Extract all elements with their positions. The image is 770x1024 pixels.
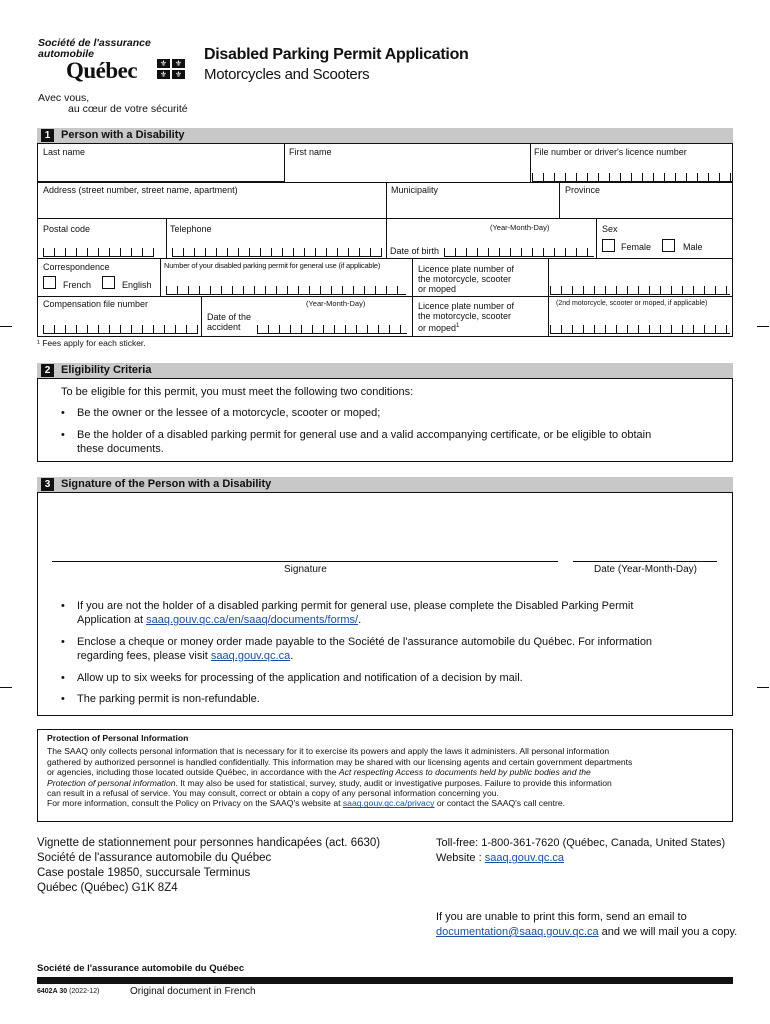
compensation-label: Compensation file number: [43, 299, 149, 309]
address-field[interactable]: [38, 183, 386, 218]
privacy-link[interactable]: saaq.gouv.qc.ca/privacy: [342, 798, 435, 809]
eligibility-intro: To be eligible for this permit, you must meet the following two conditions:: [61, 386, 414, 398]
quebec-flag-icon: ⚜ ⚜ ⚜ ⚜: [157, 59, 187, 81]
eligibility-bullet-2: • Be the holder of a disabled parking permit for general use and a valid accompanying certificate, or be eligible to obtain these documents.: [61, 429, 652, 455]
quebec-wordmark: Québec: [66, 58, 138, 83]
municipality-label: Municipality: [391, 185, 439, 195]
signature-date-label: Date (Year-Month-Day): [594, 564, 698, 575]
plate2-field[interactable]: [550, 325, 730, 334]
male-checkbox[interactable]: [662, 239, 675, 252]
form-subtitle: Motorcycles and Scooters: [204, 66, 370, 83]
file-number-field[interactable]: [532, 173, 732, 182]
plate2-label: Licence plate number of the motorcycle, scooter or moped$^1$: [418, 301, 515, 333]
footer-org: Société de l'assurance automobile du Québec: [37, 963, 245, 974]
compensation-field[interactable]: [43, 325, 198, 334]
signature-label: Signature: [284, 564, 327, 575]
fees-link[interactable]: saaq.gouv.qc.ca: [210, 650, 291, 662]
accident-format-label: (Year-Month-Day): [306, 299, 366, 308]
municipality-field[interactable]: [387, 183, 559, 218]
file-number-label: File number or driver's licence number: [534, 147, 687, 157]
french-label: French: [63, 280, 92, 290]
plate1-label: Licence plate number of the motorcycle, scooter or moped: [418, 264, 515, 294]
second-moto-label: (2nd motorcycle, scooter or moped, if applicable): [556, 300, 708, 307]
dob-format-label: (Year-Month-Day): [490, 223, 550, 232]
first-name-label: First name: [289, 147, 332, 157]
last-name-label: Last name: [43, 147, 86, 157]
postal-code-field[interactable]: [43, 248, 154, 257]
male-label: Male: [683, 242, 703, 252]
french-checkbox[interactable]: [43, 276, 56, 289]
english-label: English: [122, 280, 152, 290]
accident-date-field[interactable]: [257, 325, 407, 334]
sex-label: Sex: [602, 224, 618, 234]
dob-field[interactable]: [444, 248, 594, 257]
info-bullet-2: • Enclose a cheque or money order made payable to the Société de l'assurance automobile du Québec. For information regarding fees, please visit saaq.gouv.qc.ca.: [61, 636, 653, 662]
fees-footnote: ¹ Fees apply for each sticker.: [37, 338, 146, 348]
form-title: Disabled Parking Permit Application: [204, 46, 469, 63]
signature-date-line[interactable]: [573, 561, 717, 562]
signature-line[interactable]: [52, 561, 558, 562]
last-name-field[interactable]: [37, 143, 285, 182]
original-language-note: Original document in French: [130, 986, 256, 997]
dob-label: Date of birth: [390, 246, 440, 256]
eligibility-bullet-1: • Be the owner or the lessee of a motorcycle, scooter or moped;: [61, 407, 381, 419]
province-label: Province: [565, 185, 601, 195]
permit-number-field[interactable]: [166, 286, 406, 295]
website-link[interactable]: saaq.gouv.qc.ca: [484, 852, 565, 864]
section-3-header: 3 Signature of the Person with a Disability: [37, 477, 733, 492]
female-checkbox[interactable]: [602, 239, 615, 252]
org-name: Société de l'assurance automobile: [38, 37, 151, 60]
address-label: Address (street number, street name, apartment): [43, 185, 238, 195]
form-code: 6402A 30 (2022-12): [37, 988, 100, 995]
slogan: Avec vous, au cœur de votre sécurité: [38, 92, 188, 115]
postal-code-label: Postal code: [43, 224, 91, 234]
female-label: Female: [621, 242, 652, 252]
permit-number-label: Number of your disabled parking permit for general use (if applicable): [164, 261, 381, 270]
telephone-label: Telephone: [170, 224, 212, 234]
print-help: If you are unable to print this form, send an email to documentation@saaq.gouv.qc.ca and we will mail you a copy.: [436, 911, 738, 938]
info-bullet-4: • The parking permit is non-refundable.: [61, 693, 260, 705]
section-1-header: 1 Person with a Disability: [37, 128, 733, 143]
section-2-header: 2 Eligibility Criteria: [37, 363, 733, 378]
correspondence-label: Correspondence: [43, 262, 110, 272]
plate1-field[interactable]: [550, 286, 730, 295]
telephone-field[interactable]: [172, 248, 382, 257]
english-checkbox[interactable]: [102, 276, 115, 289]
mailing-address: Vignette de stationnement pour personnes handicapées (act. 6630) Société de l'assurance automobile du Québec Case postale 19850, succursale Terminus Québec (Québec) G1K 8Z4: [37, 837, 381, 894]
contact-info: Toll-free: 1-800-361-7620 (Québec, Canada, United States) Website : saaq.gouv.qc.ca: [436, 837, 726, 864]
privacy-text: Protection of Personal Information The SAAQ only collects personal information that is necessary for it to exercise its powers and apply the laws it administers. All personal information gathered by authorized personnel is handled confidentially. This information may be shared with our licensing agents and certain government departments or agencies, including those located outside Québec, in accordance with the Act respecting Access to documents held by public bodies and the Protection of personal information. It may also be used for statistical, survey, study, audit or investigative purposes. Failure to provide this information can result in a refusal of service. You may consult, correct or obtain a copy of any personal information concerning you. For more information, consult the Policy on Privacy on the SAAQ's website at saaq.gouv.qc.ca/privacy or contact the SAAQ's call centre.: [47, 733, 633, 809]
info-bullet-1: • If you are not the holder of a disabled parking permit for general use, please complete the Disabled Parking Permit Application at saaq.gouv.qc.ca/en/saaq/documents/forms/.: [61, 600, 634, 626]
forms-link[interactable]: saaq.gouv.qc.ca/en/saaq/documents/forms/: [146, 614, 359, 626]
email-link[interactable]: documentation@saaq.gouv.qc.ca: [436, 926, 599, 938]
info-bullet-3: • Allow up to six weeks for processing of the application and notification of a decision by mail.: [61, 672, 523, 684]
accident-date-label: Date of the accident: [207, 312, 252, 332]
first-name-field[interactable]: [285, 143, 530, 182]
footer-bar: [37, 977, 733, 984]
province-field[interactable]: [560, 183, 732, 218]
